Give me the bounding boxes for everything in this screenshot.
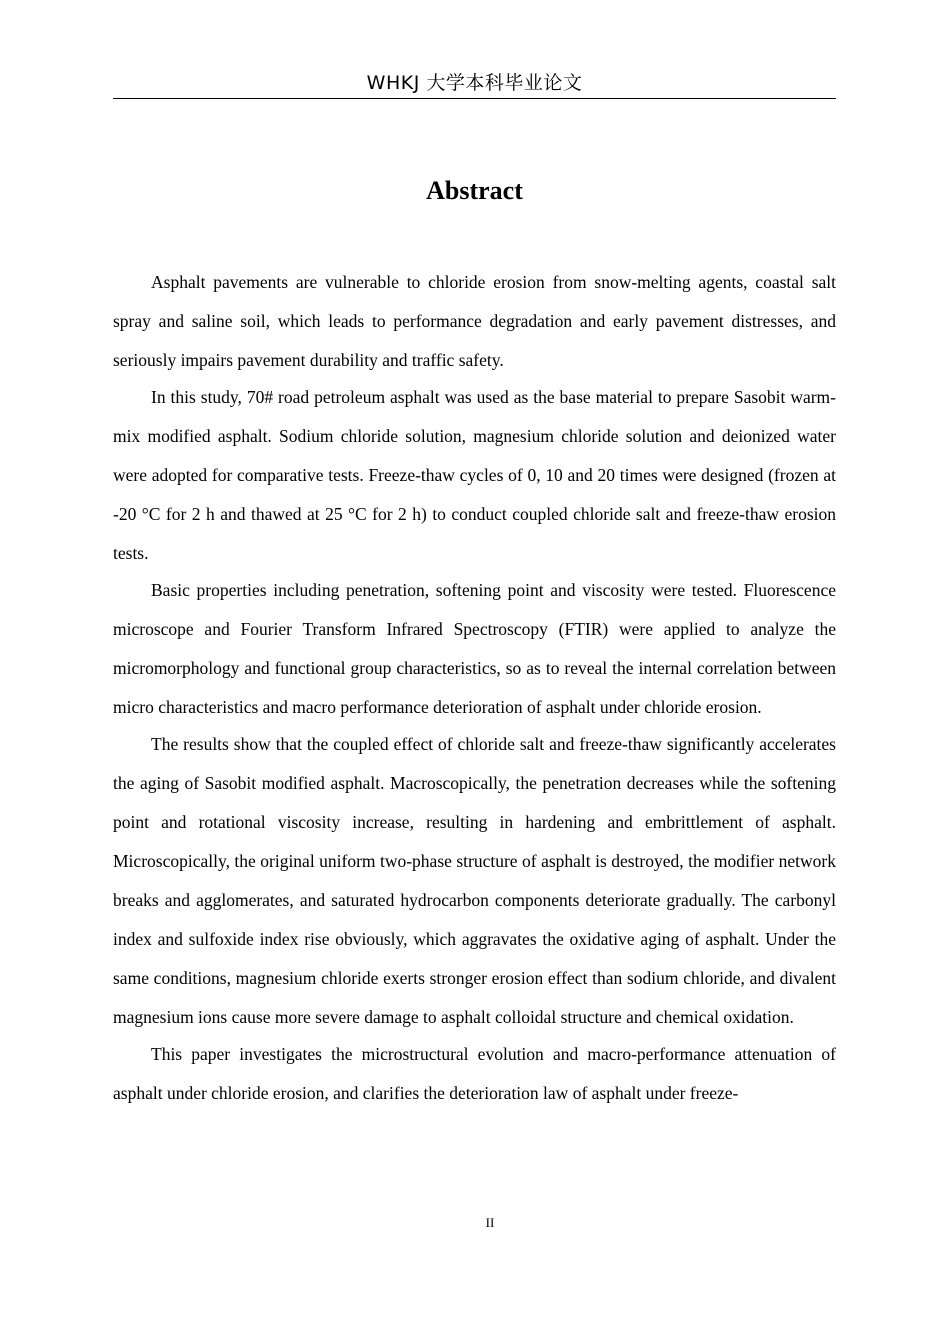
abstract-paragraph: The results show that the coupled effect of chloride salt and freeze-thaw significantly accelerates the aging of Sasobit modified asphalt. Macroscopically, the penetration decreases while the softening point and rotational viscosity increase, resulting in hardening and embrittlement of asphalt. Microscopically, the original uniform two-phase structure of asphalt is destroyed, the modifier network breaks and agglomerates, and saturated hydrocarbon components deteriorate gradually. The carbonyl index and sulfoxide index rise obviously, which aggravates the oxidative aging of asphalt. Under the same conditions, magnesium chloride exerts stronger erosion effect than sodium chloride, and divalent magnesium ions cause more severe damage to asphalt colloidal structure and chemical oxidation. bbox=[113, 734, 836, 1027]
abstract-body bbox=[113, 263, 836, 1111]
abstract-paragraph: Asphalt pavements are vulnerable to chloride erosion from snow-melting agents, coastal salt spray and saline soil, which leads to performance degradation and early pavement distresses, and seriously impairs pavement durability and traffic safety. bbox=[113, 272, 836, 370]
page-header bbox=[113, 68, 836, 99]
page-title: Abstract bbox=[426, 176, 523, 205]
header-text: WHKJ 大学本科毕业论文 bbox=[366, 72, 583, 94]
abstract-paragraph: This paper investigates the microstructural evolution and macro-performance attenuation of asphalt under chloride erosion, and clarifies the deterioration law of asphalt under freeze- bbox=[113, 1044, 836, 1103]
page-number: II bbox=[485, 1215, 495, 1230]
abstract-paragraph: Basic properties including penetration, softening point and viscosity were tested. Fluorescence microscope and Fourier Transform Infrared Spectroscopy (FTIR) were applied to analyze the micromorphology and functional group characteristics, so as to reveal the internal correlation between micro characteristics and macro performance deterioration of asphalt under chloride erosion. bbox=[113, 580, 836, 717]
abstract-paragraph: In this study, 70# road petroleum asphalt was used as the base material to prepare Sasobit warm-mix modified asphalt. Sodium chloride solution, magnesium chloride solution and deionized water were adopted for comparative tests. Freeze-thaw cycles of 0, 10 and 20 times were designed (frozen at -20 °C for 2 h and thawed at 25 °C for 2 h) to conduct coupled chloride salt and freeze-thaw erosion tests. bbox=[113, 387, 836, 563]
